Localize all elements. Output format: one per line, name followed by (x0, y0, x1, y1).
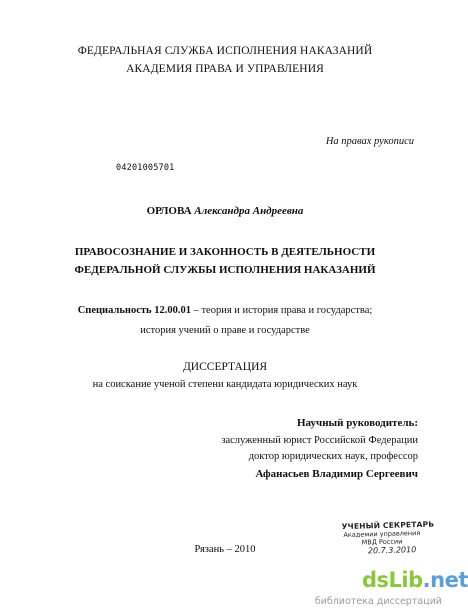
stamp-date: 20.7.3.2010 (367, 545, 417, 556)
specialty-line1 (0, 306, 450, 317)
supervisor-label: Научный руководитель: (297, 417, 418, 429)
manuscript-rights-note: На правах рукописи (325, 136, 414, 147)
specialty-line2: история учений о праве и государстве (140, 325, 310, 336)
dissertation-title-line2: ФЕДЕРАЛЬНОЙ СЛУЖБЫ ИСПОЛНЕНИЯ НАКАЗАНИЙ (74, 264, 376, 276)
author-given-names: Александра Андреевна (194, 205, 304, 217)
specialty-name: – теория и история права и государства; (190, 305, 373, 316)
degree-purpose: на соискание ученой степени кандидата юридических наук (92, 379, 358, 390)
place-and-year: Рязань – 2010 (194, 544, 256, 555)
academy-name: АКАДЕМИЯ ПРАВА И УПРАВЛЕНИЯ (126, 63, 324, 75)
dissertation-title-line1: ПРАВОСОЗНАНИЕ И ЗАКОННОСТЬ В ДЕЯТЕЛЬНОСТИ (74, 246, 376, 258)
document-type: ДИССЕРТАЦИЯ (182, 361, 268, 373)
stamp-ministry: МВД России (361, 537, 403, 547)
supervisor-title-line1: заслуженный юрист Российской Федерации (221, 435, 418, 446)
author-name (0, 206, 450, 217)
stamp-institution: Академии управления (343, 528, 421, 540)
author-surname: ОРЛОВА (146, 205, 192, 217)
supervisor-name: Афанасьев Владимир Сергеевич (255, 468, 418, 480)
organization-name: ФЕДЕРАЛЬНАЯ СЛУЖБА ИСПОЛНЕНИЯ НАКАЗАНИЙ (77, 45, 373, 57)
registration-number: 04201005701 (116, 163, 175, 173)
dslib-watermark (300, 568, 468, 610)
dslib-tagline: библиотека диссертаций (314, 596, 442, 607)
stamp-title: УЧЕНЫЙ СЕКРЕТАРЬ (341, 519, 435, 532)
dslib-logo-suffix: .net (422, 568, 468, 592)
dslib-logo (362, 568, 468, 592)
secretary-stamp (341, 519, 435, 560)
dslib-logo-main: dsLib (362, 568, 423, 592)
supervisor-title-line2: доктор юридических наук, профессор (248, 451, 418, 462)
specialty-code: Специальность 12.00.01 (77, 305, 191, 316)
